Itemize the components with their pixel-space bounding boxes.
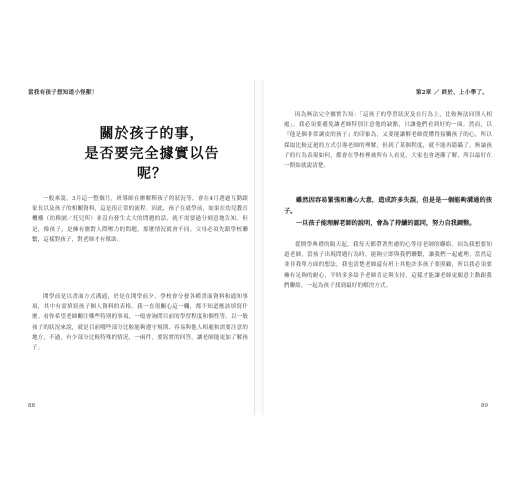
left-running-head: 當我有孩子想知道小怪獸！	[28, 90, 98, 96]
left-page-number: 88	[28, 403, 35, 409]
emphasis-block	[284, 195, 492, 230]
section-heading-line-1: 關於孩子的事，	[99, 126, 205, 142]
right-paragraph-2: 從開學典禮的隔天起，我每天都帶著焦慮的心等待老師的聯絡。因為我想要知道老師，當孩子出現問題行為時，能夠立即與我們聯繫，讓我們一起處理。當然這並非我單方面的想法，我也清楚老師還有班上其他許多孩子要照顧，所以我必須要擁有足夠的耐心，平時多多給予老師肯定與支持，這樣才能讓老師更願意主動跟我們聯絡，一起為孩子找到最好的解決方式。	[284, 242, 492, 289]
emphasis-line-1: 雖然因容易緊張和擔心大意，造成許多失誤，但是是一個能夠溝通的孩子。	[284, 197, 492, 215]
right-page	[264, 80, 502, 415]
right-page-number: 89	[481, 403, 488, 409]
right-paragraph-1: 因為無法完全據實告知：「這孩子的學習狀況及在行為上，比較無法同別人相處」，我必須要避免讓老師特別注意他的缺點，只讓他們看到好的一面。然而，以『他是個非常調皮的孩子』的印象為，又要能讓解老師從懂得接觸孩子的心，所以採取比較迂迴的方式引導老師的理解，但到了某個程度，就不能再隱瞞了。無論孩子的行為表現如何，都會在學校裡被所有人看見，大家也會逐漸了解，所以最好在一開始就說清楚。	[284, 112, 492, 170]
left-paragraph-2: 開學前是以書面方式溝通，於是在開學前夕，學校會分發各種書面資料和通知事項，其中有需填寫孩子個人資料的表格。我一直很關心這一欄，都不知道應該填寫什麼。看你希望老師關注哪些特別的事項，一般會詢問目前的學習程度和個性等，以一般孩子的狀況來說，就是目前哪些部分比較能夠遵守規則、容易與他人相處和需要注意的地方，不過，有少部分比較特殊的情況，一兩件，要寫實的回答，讓老師能更加了解孩子。	[32, 294, 248, 352]
section-heading-line-2: 是否要完全據實以告呢？	[84, 146, 220, 182]
right-running-head: 第2章 ／ 終於，上小學了。	[415, 90, 488, 96]
emphasis-line-2: 一旦孩子能理解老師的說明，會為了持續的認同，努力自我調整。	[296, 220, 476, 227]
section-heading	[72, 124, 232, 184]
left-paragraph-1: 一般來說，3月這一整個月，班導師在辦解釋孩子的狀況等，會在4月透過互動跟家長以及孩子的相關資料，這是很正常的流程。因此，孩子在就學前，如果在幼兒教育機構（幼稚園／托兒所）並沒有發生太大的問題的話，就不需要過分刻意地告知。但是，像孩子，是擁有應對人際壓力的問題，那麼情況就會不同。父母必須先跟學校聯繫，這樣對孩子，對老師才有幫助。	[32, 196, 248, 243]
left-page	[18, 80, 255, 415]
